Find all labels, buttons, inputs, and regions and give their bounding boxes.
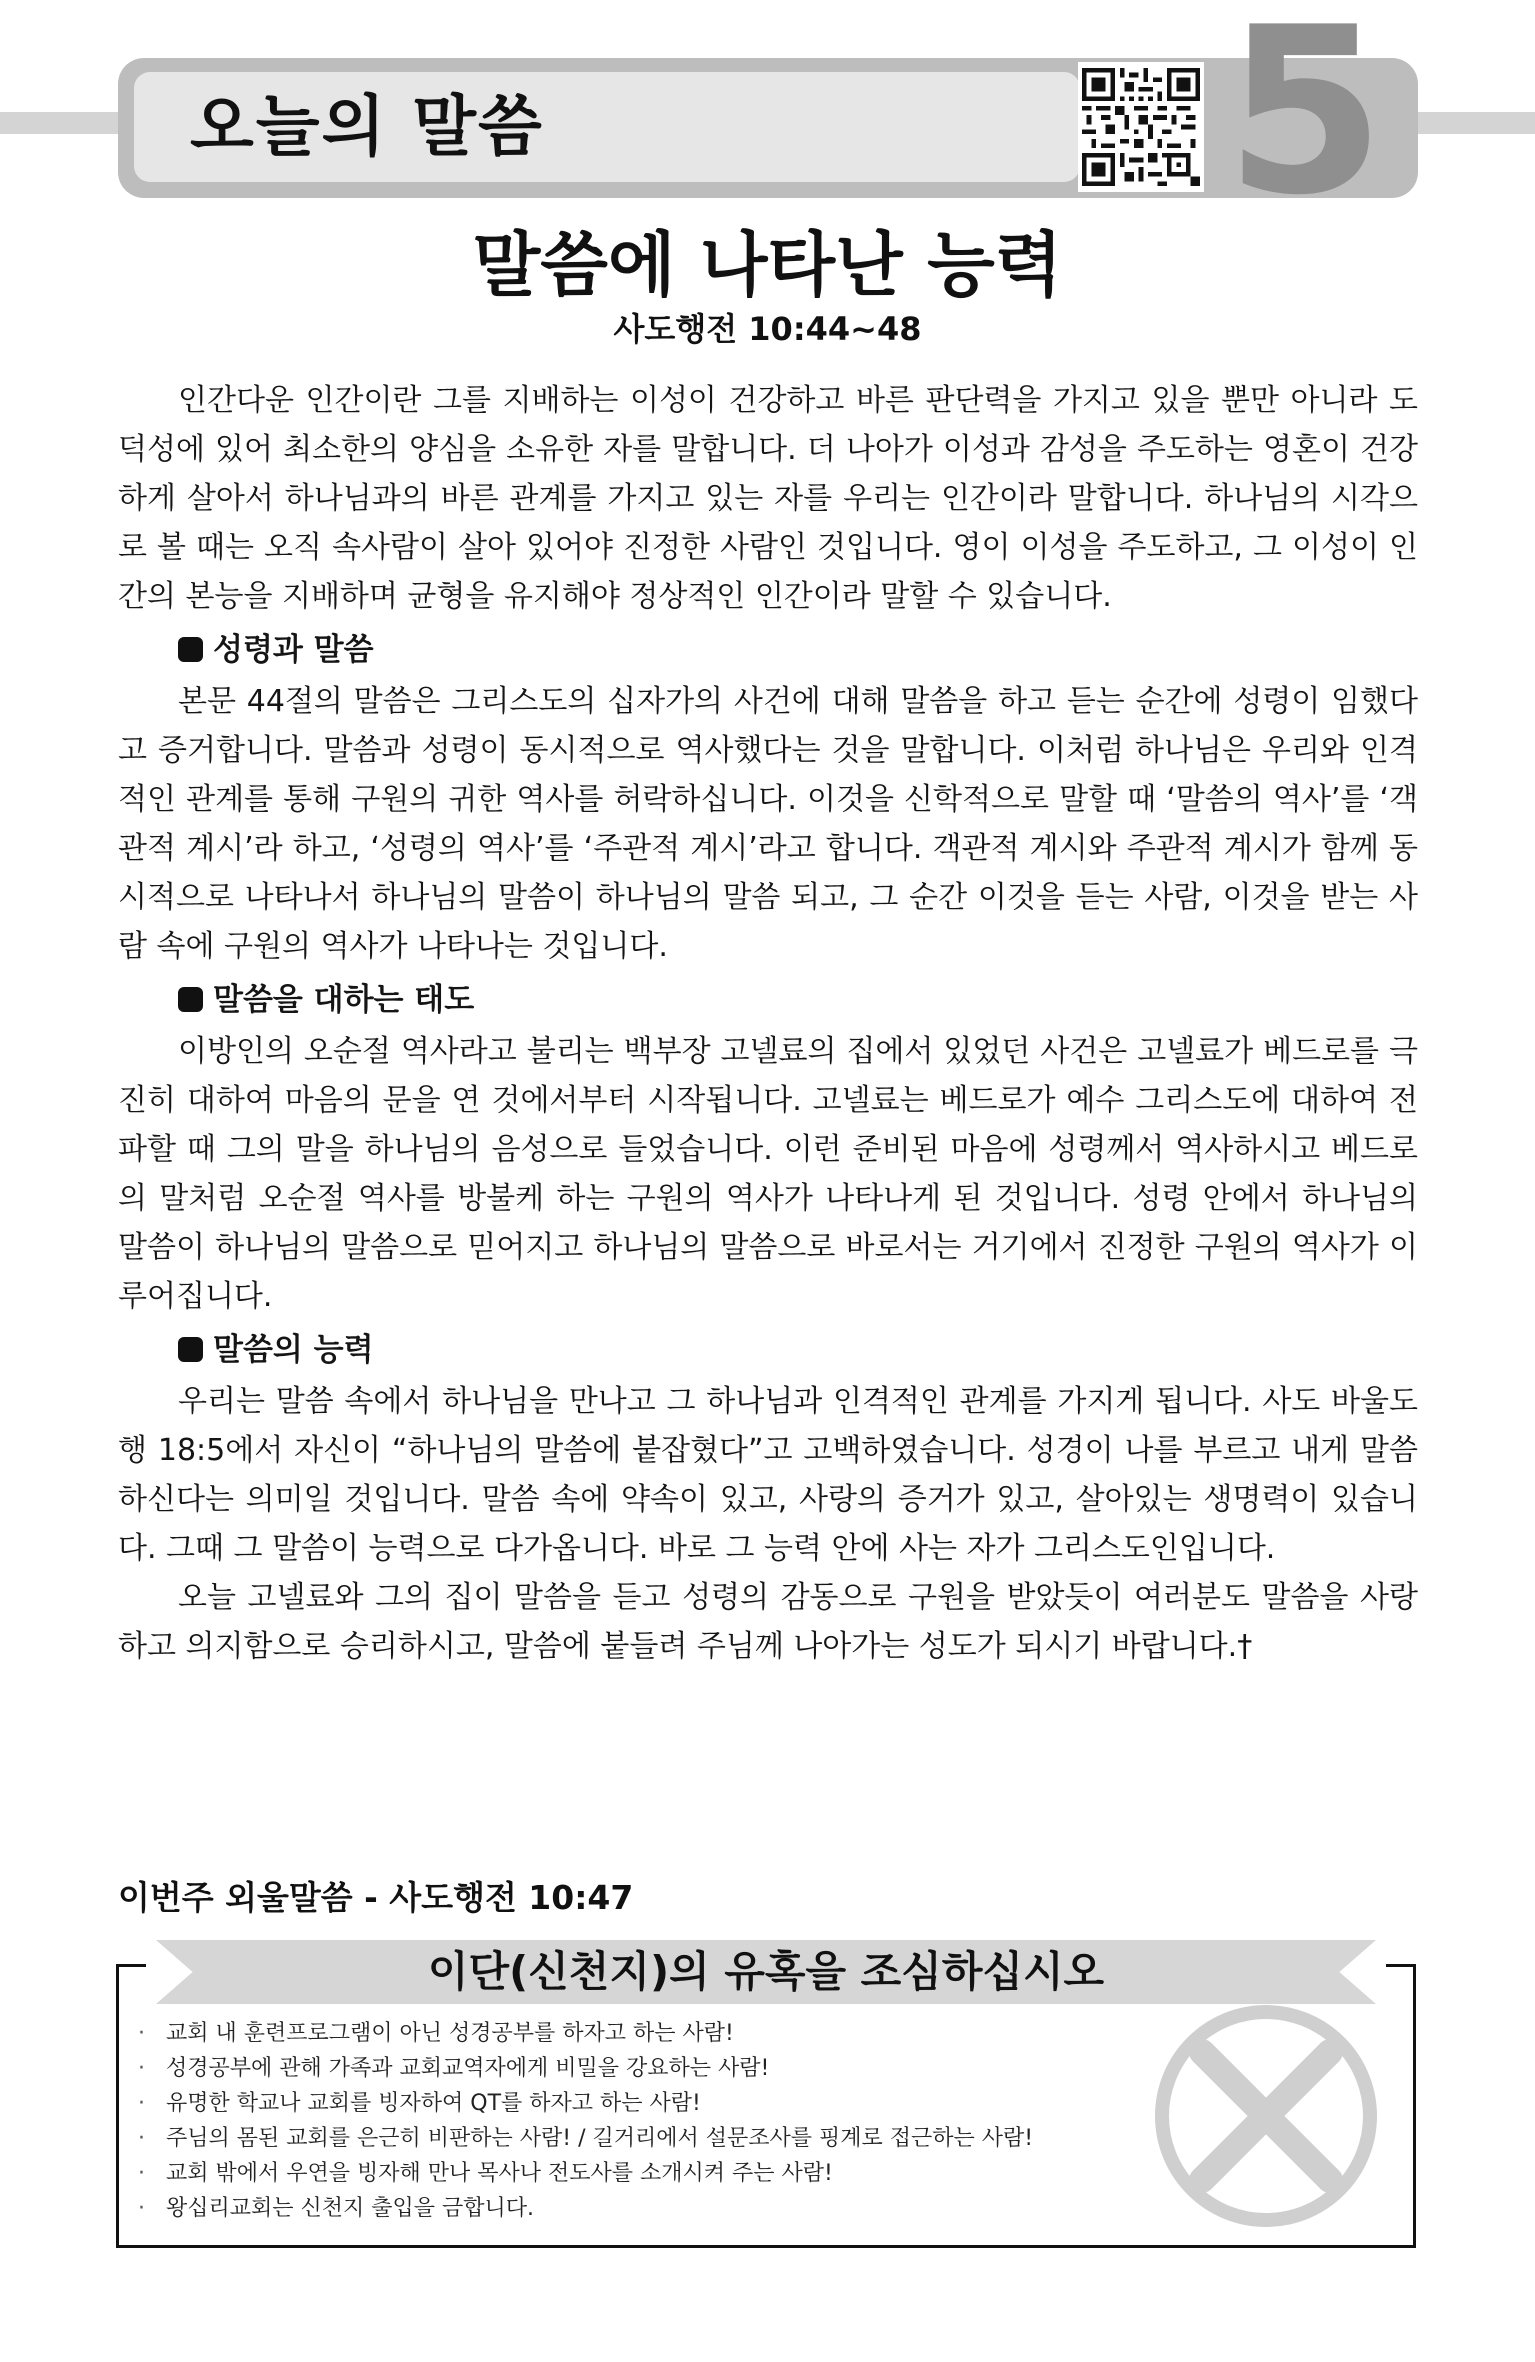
section-paragraph: 본문 44절의 말씀은 그리스도의 십자가의 사건에 대해 말씀을 하고 듣는 순간에 성령이 임했다고 증거합니다. 말씀과 성령이 동시적으로 역사했다는 것을 말합니다. 이처럼 하나님은 우리와 인격적인 관계를 통해 구원의 귀한 역사를 허락하십니다. 이것을 신학적으로 말할 때 ‘말씀의 역사’를 ‘객관적 계시’라 하고, ‘성령의 역사’를 ‘주관적 계시’라고 합니다. 객관적 계시와 주관적 계시가 함께 동시적으로 나타나서 하나님의 말씀이 하나님의 말씀 되고, 그 순간 이것을 듣는 사람, 이것을 받는 사람 속에 구원의 역사가 나타나는 것입니다.	[118, 684, 1418, 964]
square-bullet-icon	[178, 1337, 203, 1362]
warning-item: · 유명한 학교나 교회를 빙자하여 QT를 하자고 하는 사람!	[134, 2086, 1134, 2121]
section-title: 오늘의 말씀	[190, 88, 544, 165]
intro-paragraph: 인간다운 인간이란 그를 지배하는 이성이 건강하고 바른 판단력을 가지고 있을 뿐만 아니라 도덕성에 있어 최소한의 양심을 소유한 자를 말합니다. 더 나아가 이성과 감성을 주도하는 영혼이 건강하게 살아서 하나님과의 바른 관계를 가지고 있는 자를 우리는 인간이라 말합니다. 하나님의 시각으로 볼 때는 오직 속사람이 살아 있어야 진정한 사람인 것입니다. 영이 이성을 주도하고, 그 이성이 인간의 본능을 지배하며 균형을 유지해야 정상적인 인간이라 말할 수 있습니다.	[118, 383, 1418, 614]
warning-box-corner-right	[1386, 1964, 1416, 1967]
section-heading: 말씀의 능력	[118, 1327, 1418, 1373]
prohibited-x-icon	[1150, 2000, 1382, 2232]
warning-box-corner-left	[116, 1964, 146, 1967]
warning-item: · 교회 밖에서 우연을 빙자해 만나 목사나 전도사를 소개시켜 주는 사람!	[134, 2156, 1134, 2191]
scripture-reference: 사도행전 10:44~48	[613, 310, 922, 348]
warning-item: · 교회 내 훈련프로그램이 아닌 성경공부를 하자고 하는 사람!	[134, 2016, 1134, 2051]
warning-title: 이단(신천지)의 유혹을 조심하십시오	[427, 1947, 1105, 1996]
closing-paragraph: 오늘 고넬료와 그의 집이 말씀을 듣고 성령의 감동으로 구원을 받았듯이 여러분도 말씀을 사랑하고 의지함으로 승리하시고, 말씀에 붙들려 주님께 나아가는 성도가 되시기 바랍니다.†	[118, 1580, 1418, 1664]
warning-list	[134, 2016, 1134, 2226]
square-bullet-icon	[178, 987, 203, 1012]
section-heading: 말씀을 대하는 태도	[118, 977, 1418, 1023]
issue-number: 5	[1224, 0, 1386, 246]
qr-code-icon[interactable]	[1078, 62, 1204, 192]
square-bullet-icon	[178, 637, 203, 662]
sermon-title: 말씀에 나타난 능력	[472, 224, 1063, 306]
section-paragraph: 우리는 말씀 속에서 하나님을 만나고 그 하나님과 인격적인 관계를 가지게 됩니다. 사도 바울도 행 18:5에서 자신이 “하나님의 말씀에 붙잡혔다”고 고백하였습니다. 성경이 나를 부르고 내게 말씀하신다는 의미일 것입니다. 말씀 속에 약속이 있고, 사랑의 증거가 있고, 살아있는 생명력이 있습니다. 그때 그 말씀이 능력으로 다가옵니다. 바로 그 능력 안에 사는 자가 그리스도인입니다.	[118, 1384, 1418, 1566]
warning-item: · 왕십리교회는 신천지 출입을 금합니다.	[134, 2191, 1134, 2226]
sermon-body	[118, 376, 1418, 1671]
section-paragraph: 이방인의 오순절 역사라고 불리는 백부장 고넬료의 집에서 있었던 사건은 고넬료가 베드로를 극진히 대하여 마음의 문을 연 것에서부터 시작됩니다. 고넬료는 베드로가 예수 그리스도에 대하여 전파할 때 그의 말을 하나님의 음성으로 들었습니다. 이런 준비된 마음에 성령께서 역사하시고 베드로의 말처럼 오순절 역사를 방불케 하는 구원의 역사가 나타나게 된 것입니다. 성령 안에서 하나님의 말씀이 하나님의 말씀으로 믿어지고 하나님의 말씀으로 바로서는 거기에서 진정한 구원의 역사가 이루어집니다.	[118, 1034, 1418, 1314]
memory-verse: 이번주 외울말씀 - 사도행전 10:47	[118, 1878, 634, 1917]
warning-item: · 주님의 몸된 교회를 은근히 비판하는 사람! / 길거리에서 설문조사를 핑계로 접근하는 사람!	[134, 2121, 1134, 2156]
section-heading: 성령과 말씀	[118, 627, 1418, 673]
warning-item: · 성경공부에 관해 가족과 교회교역자에게 비밀을 강요하는 사람!	[134, 2051, 1134, 2086]
